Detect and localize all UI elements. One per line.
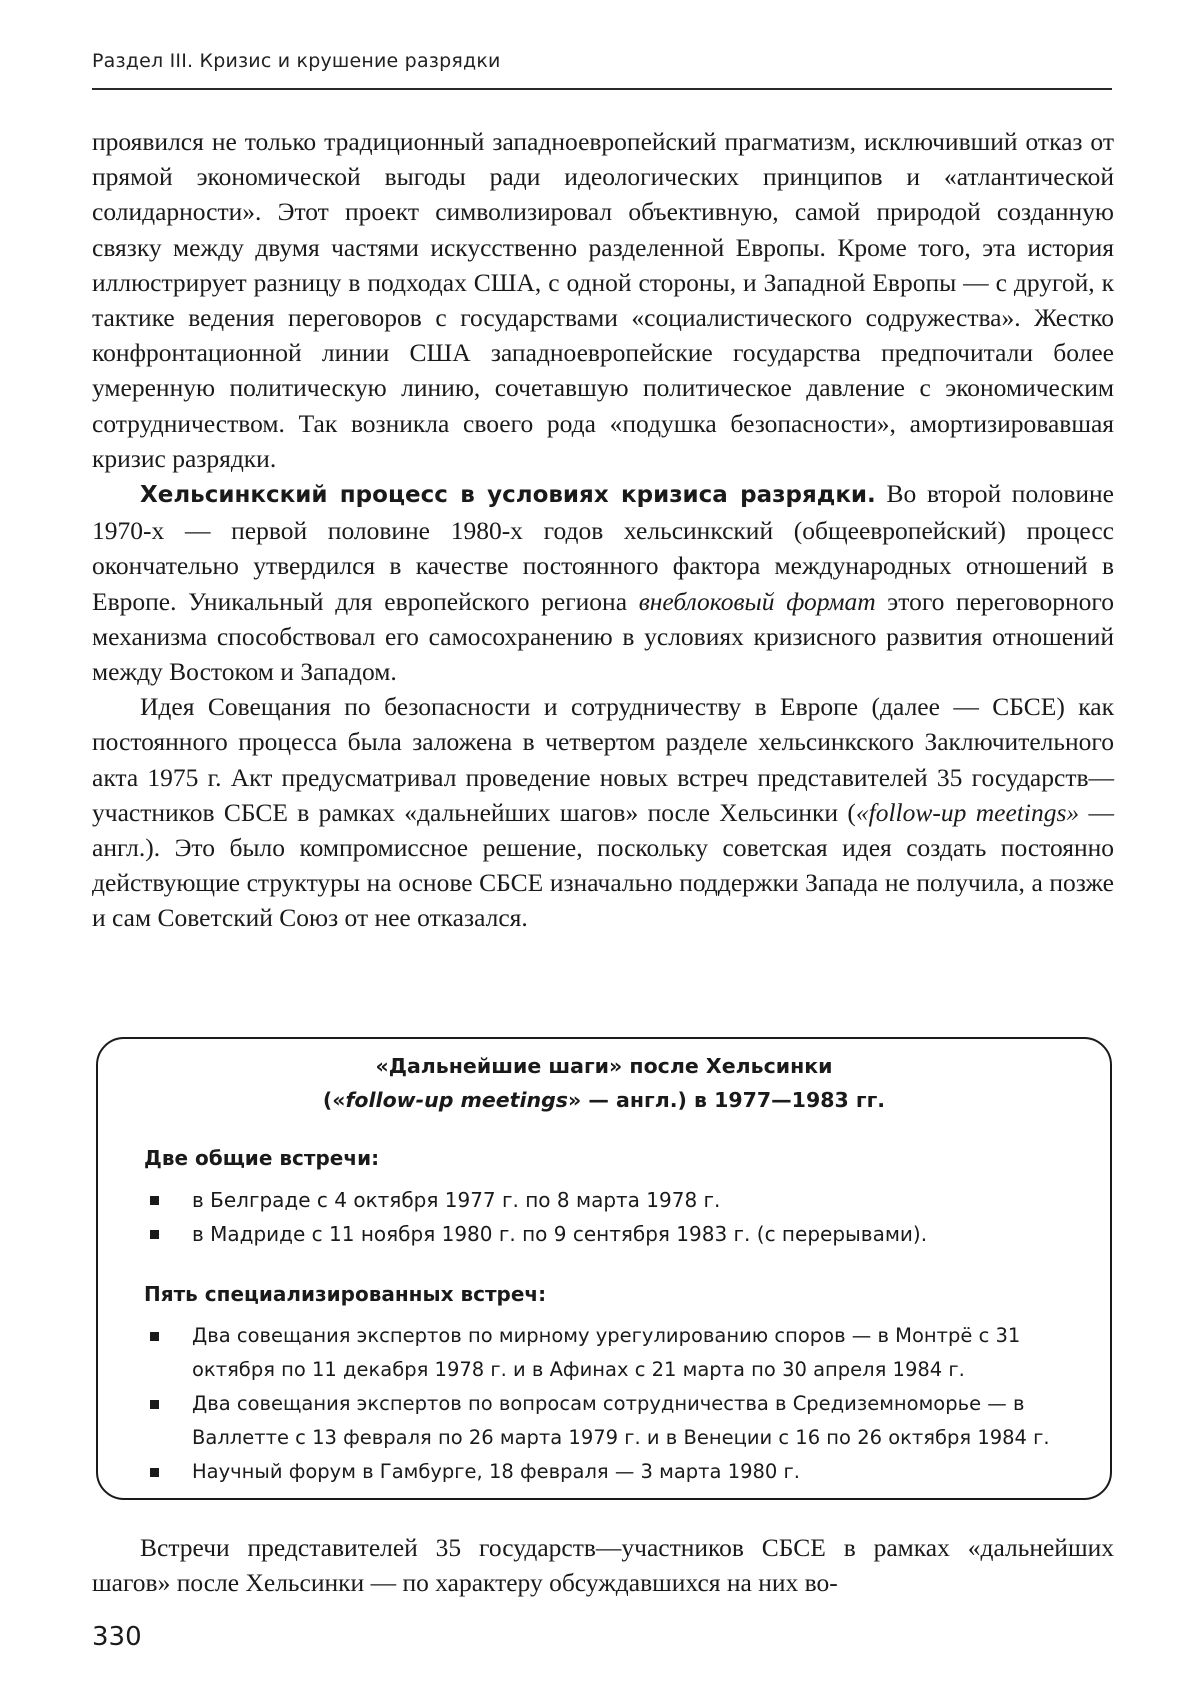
main-text-block bbox=[92, 124, 1114, 936]
bullet-icon bbox=[150, 1400, 159, 1409]
running-head: Раздел III. Кризис и крушение разрядки bbox=[92, 50, 501, 72]
closing-text-block bbox=[92, 1530, 1114, 1600]
run-in-heading: Хельсинкский процесс в условиях кризиса разрядки. bbox=[140, 482, 876, 509]
bullet-icon bbox=[150, 1332, 159, 1341]
bullet-icon bbox=[150, 1230, 159, 1239]
general-meetings-list bbox=[144, 1183, 1080, 1251]
paragraph-continuation: проявился не только традиционный западноевропейский прагматизм, исключивший отказ от прямой экономической выгоды ради идеологических принципов и «атлантической солидарности». Этот проект символизировал объективную, самой природой созданную связку между двумя частями искусственно разделенной Европы. Кроме того, эта история иллюстрирует разницу в подходах США, с одной стороны, и Западной Европы — с другой, к тактике ведения переговоров с государствами «социалистического содружества». Жестко конфронтационной линии США западноевропейские государства предпочитали более умеренную политическую линию, сочетавшую политическое давление с экономическим сотрудничеством. Так возникла своего рода «подушка безопасности», амортизировавшая кризис разрядки. bbox=[92, 127, 1114, 473]
list-item bbox=[144, 1455, 1080, 1489]
list-item bbox=[144, 1217, 1080, 1251]
list-item-text: Научный форум в Гамбурге, 18 февраля — 3 марта 1980 г. bbox=[192, 1460, 800, 1483]
list-item bbox=[144, 1183, 1080, 1217]
paragraph-text: — англ.). Это было компромиссное решение, поскольку советская идея создать постоянно действующие структуры на основе СБСЕ изначально поддержки Запада не получила, а позже и сам Советский Союз от нее отказался. bbox=[92, 797, 1114, 933]
box-subtitle-part: (« bbox=[322, 1088, 346, 1112]
list-item-text: Два совещания экспертов по мирному урегулированию споров — в Монтрё с 31 октября по 11 декабря 1978 г. и в Афинах с 21 марта по 30 апреля 1984 г. bbox=[192, 1324, 1021, 1381]
section-heading-specialized-meetings: Пять специализированных встреч: bbox=[144, 1282, 547, 1306]
list-item bbox=[144, 1319, 1080, 1387]
list-item-text: Два совещания экспертов по вопросам сотрудничества в Средиземноморье — в Валлетте с 13 февраля по 26 марта 1979 г. и в Венеции с 16 по 26 октября 1984 г. bbox=[192, 1392, 1050, 1449]
paragraph-meetings: Встречи представителей 35 государств—участников СБСЕ в рамках «дальнейших шагов» после Хельсинки — по характеру обсуждавшихся на них во- bbox=[92, 1533, 1114, 1598]
box-subtitle-emphasis: follow-up meetings bbox=[345, 1088, 568, 1112]
bullet-icon bbox=[150, 1468, 159, 1477]
specialized-meetings-list bbox=[144, 1319, 1080, 1489]
emphasis-text: внеблоковый формат bbox=[638, 586, 876, 616]
box-title: «Дальнейшие шаги» после Хельсинки bbox=[375, 1054, 833, 1078]
list-item-text: в Белграде с 4 октября 1977 г. по 8 марта 1978 г. bbox=[192, 1188, 721, 1212]
paragraph-helsinki-process bbox=[92, 476, 1114, 689]
paragraph-csce-idea bbox=[92, 689, 1114, 935]
box-subtitle-part: » — англ.) в 1977—1983 гг. bbox=[567, 1088, 886, 1112]
box-subtitle bbox=[98, 1083, 1110, 1117]
emphasis-text: «follow-up meetings» bbox=[855, 797, 1080, 827]
section-heading-general-meetings: Две общие встречи: bbox=[144, 1146, 380, 1170]
paragraph-text: Идея Совещания по безопасности и сотрудничеству в Европе (далее — СБСЕ) как постоянного процесса была заложена в четвертом разделе хельсинкского Заключительного акта 1975 г. Акт предусматривал проведение новых встреч представителей 35 государств—участников СБСЕ в рамках «дальнейших шагов» после Хельсинки ( bbox=[92, 692, 1114, 827]
header-divider bbox=[92, 88, 1112, 90]
page-number: 330 bbox=[92, 1622, 142, 1652]
list-item bbox=[144, 1387, 1080, 1455]
paragraph-text: этого переговорного механизма способствовал его самосохранению в условиях кризисного развития отношений между Востоком и Западом. bbox=[92, 586, 1114, 687]
list-item-text: в Мадриде с 11 ноября 1980 г. по 9 сентября 1983 г. (с перерывами). bbox=[192, 1222, 928, 1246]
follow-up-meetings-box bbox=[96, 1037, 1112, 1500]
bullet-icon bbox=[150, 1196, 159, 1205]
paragraph-text: Во второй половине 1970-х — первой половине 1980-х годов хельсинкский (общеевропейский) процесс окончательно утвердился в качестве постоянного фактора международных отношений в Европе. Уникальный для европейского региона bbox=[92, 479, 1114, 616]
